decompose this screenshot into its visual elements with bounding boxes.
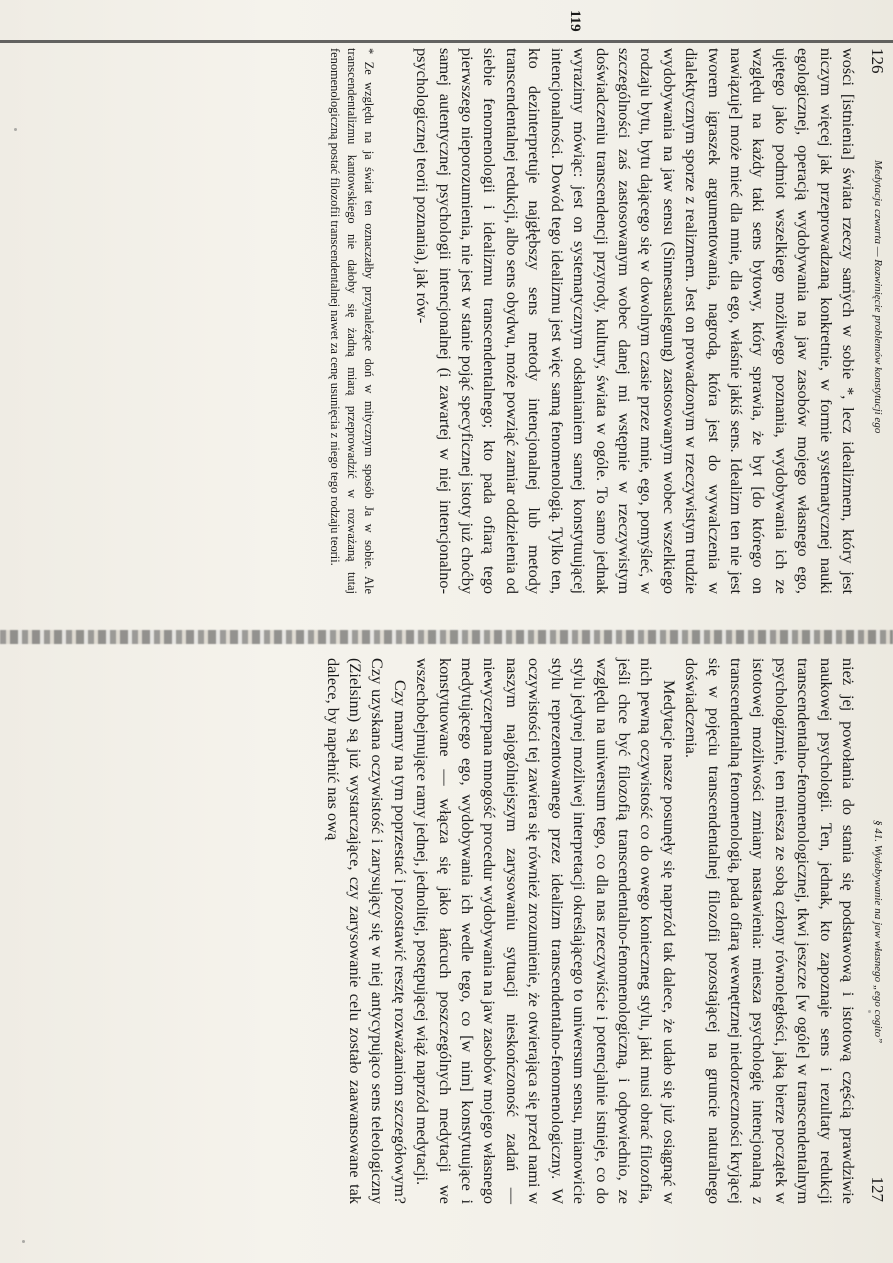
footnote: * Ze względu na ja świat ten oznaczałby przynależące doń w mitycznym sposób Ja w sobie. Ale transcendentalizmu kantowskiego nie dałoby się żadną miarą przeprowadzić w rozważaną tutaj fenomenologiczną postać filozofii transcendentalnej nawet za cenę usunięcia z niego tego rodzaju teorii. [327,48,376,594]
page-number: 126 [868,48,887,74]
scan-speck [22,1240,25,1243]
body-text [411,40,859,600]
body-text [321,650,859,1210]
running-head-title: Medytacja czwarta — Rozwinięcie problemów konstytucji ego [872,160,884,434]
paragraph: wości [istnienia] świata rzeczy samych w sobie *, lecz idealizmem, który jest niczym więcej jak przeprowadzaną konkretnie, w formie systematycznej nauki egologicznej, operacją wydobywania na jaw zasobów mojego własnego ego, ujętego jako podmiot wszelkiego możliwego poznania, wydobywania ich ze względu na każdy taki sens bytowy, który sprawia, że byt [do którego on nawiązuje] może mieć dla mnie, dla ego, właśnie jakiś sens. Idealizm ten nie jest tworem igraszek argumentowania, nagrodą, która jest do wywalczenia w dialektycznym sporze z realizmem. Jest on prowadzonym w rzeczywistym trudzie wydobywania na jaw sensu (Sinnesauslegung) zastosowanym wobec wszelkiego rodzaju bytu, bytu dającego się w dowolnym czasie przez mnie, ego, pomyśleć, w szczególności zaś zastosowanym wobec danej mi wstępnie w rzeczywistym doświadczeniu transcendencji przyrody, kultury, świata w ogóle. To samo jednak wyrazimy mówiąc: jest on systematycznym odsłanianiem samej konstytuującej intencjonalności. Dowód tego idealizmu jest więc samą fenomenologią. Tylko ten, kto dezinterpretuje najgłębszy sens metody intencjonalnej lub metody transcendentalnej redukcji, albo sens obydwu, może powziąć zamiar oddzielenia od siebie fenomenologii i idealizmu transcendentalnego; kto pada ofiarą tego pierwszego nieporozumienia, nie jest w stanie pojąć specyficznej istoty już choćby samej autentycznej psychologii intencjonalnej (i zawartej w niej intencjonalno-psychologicznej teorii poznania), jak rów- [413,48,858,594]
scan-speck [14,128,17,131]
running-head [859,650,893,1210]
right-page [73,650,893,1210]
paragraph: Medytacje nasze posunęły się naprzód tak dalece, że udało się już osiągnąć w nich pewną oczywistość co do owego konieczneg stylu, jaki musi obrać filozofia, jeśli chce być filozofią transcendentalno-fenomenologiczną, i odpowiednio, ze względu na uniwersum tego, co dla nas rzeczywiście i potencjalnie istnieje, co do stylu jedynej możliwej interpretacji określającego to uniwersum sensu, mianowicie stylu reprezentowanego przez idealizm transcendentalno-fenomenologiczny. W oczywistości tej zawiera się również zrozumienie, że otwierająca się przed nami w naszym najogólniejszym zarysowaniu sytuacji nieskończoność zadań — niewyczerpana mnogość procedur wydobywania na jaw zasobów mojego własnego medytującego ego, wydobywania ich wedle tego, co [w nim] konstytuujące i konstytuowane — włącza się jako łańcuch poszczególnych medytacji we wszechobejmujące ramy jednej, jednolitej, postępującej wiąż naprzód medytacji. [413,658,679,1204]
paragraph: nież jej powołania do stania się podstawową i istotową częścią prawdziwie naukowej psychologii. Ten, jednak, kto zapoznaje sens i rezultaty redukcji transcendentalno-fenomenologicznej, tkwi jeszcze [w ogóle] w transcendentalnym psychologizmie, ten miesza ze sobą człony równoległości, jaką bierze początek w istotowej możliwości zmiany nastawienia: miesza psychologię intencjonalną z transcendentalną fenomenologią, pada ofiarą wewnętrznej niedorzeczności kryjącej się w pojęciu transcendentalnej filozofii pozostającej na gruncie naturalnego doświadczenia. [682,658,858,1204]
paragraph: Czy mamy na tym poprzestać i pozostawić resztę rozważaniom szczegółowym? Czy uzyskana oczywistość i zarysujący się w niej antycypująco sens teleologiczny (Zielsinn) są już wystarczające, czy zarysowanie celu zostało zaawansowane tak dalece, by napełnić nas ową [323,658,410,1204]
running-head-title: § 41. Wydobywanie na jaw własnego „ego cogito” [872,820,884,1044]
left-page [73,10,893,600]
book-spread [73,10,893,1220]
margin-number: 119 [567,10,583,32]
page-number: 127 [868,1176,887,1202]
running-head [859,40,893,600]
